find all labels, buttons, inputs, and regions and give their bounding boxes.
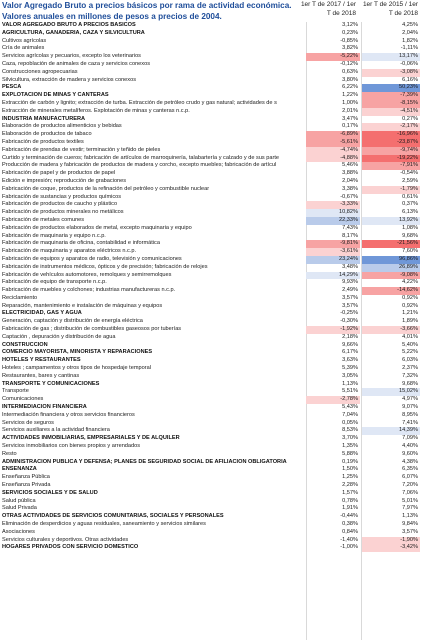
table-row — [0, 108, 422, 116]
table-row — [0, 537, 422, 545]
row-label: CONSTRUCCIÓN — [2, 341, 48, 348]
value-2017: 23,24% — [306, 256, 360, 264]
row-label: ADMINISTRACIÓN PÚBLICA Y DEFENSA; PLANES DE SEGURIDAD SOCIAL DE AFILIACIÓN OBLIGATORIA — [2, 458, 287, 465]
table-row — [0, 248, 422, 256]
value-2017: 3,80% — [342, 76, 358, 83]
table-row — [0, 69, 422, 77]
table-row — [0, 131, 422, 139]
value-2017: 1,57% — [342, 489, 358, 496]
value-2017: 22,33% — [306, 217, 360, 225]
value-2015: 5,01% — [402, 497, 418, 504]
value-2017: 3,48% — [342, 263, 358, 270]
row-label: Silvicultura, extracción de madera y servicios conexos — [2, 76, 136, 83]
value-2015: 14,39% — [362, 427, 420, 435]
table-row — [0, 92, 422, 100]
table-row — [0, 342, 422, 350]
table-row — [0, 256, 422, 264]
value-2017: -3,61% — [306, 248, 360, 256]
value-2015: -3,66% — [362, 326, 420, 334]
row-label: Fabricación de productos elaborados de metal, excepto maquinaria y equipo — [2, 224, 192, 231]
value-2015: 6,35% — [402, 466, 418, 473]
value-2015: 4,97% — [402, 396, 418, 403]
table-row — [0, 61, 422, 69]
value-2017: 0,19% — [342, 458, 358, 465]
value-2015: 2,37% — [402, 365, 418, 372]
value-2017: 2,28% — [342, 482, 358, 489]
row-label: Servicios culturales y deportivos. Otras actividades — [2, 536, 129, 543]
row-label: Eliminación de desperdicios y aguas residuales, saneamiento y servicios similares — [2, 521, 206, 527]
value-2015: 2,59% — [402, 177, 418, 184]
table-row — [0, 116, 422, 124]
value-2015: 1,21% — [402, 310, 418, 317]
row-label: Servicios agrícolas y pecuarios, excepto los veterinarios — [2, 53, 141, 60]
row-label: INTERMEDIACIÓN FINANCIERA — [2, 404, 87, 411]
row-label: VALOR AGREGADO BRUTO A PRECIOS BÁSICOS — [2, 22, 136, 28]
column-header-2015: 1er T de 2015 / 1er T de 2018 — [362, 1, 418, 17]
value-2017: -0,44% — [340, 513, 358, 520]
table-row — [0, 365, 422, 373]
value-2015: -21,56% — [362, 240, 420, 248]
value-2015: -1,79% — [362, 186, 420, 194]
value-2017: -4,74% — [306, 147, 360, 155]
value-2017: 3,57% — [342, 302, 358, 309]
row-label: AGRICULTURA, GANADERÍA, CAZA Y SILVICULTURA — [2, 29, 145, 36]
row-label: ENSEÑANZA — [2, 466, 37, 473]
value-2017: -1,92% — [306, 326, 360, 334]
value-2015: 1,82% — [402, 37, 418, 44]
table-row — [0, 404, 422, 412]
value-2015: 5,40% — [402, 341, 418, 348]
row-label: Fabricación de equipo de transporte n.c.p. — [2, 279, 107, 286]
value-2015: 7,20% — [402, 482, 418, 489]
table-row — [0, 209, 422, 217]
value-2017: 0,84% — [342, 528, 358, 535]
value-2017: -6,89% — [306, 131, 360, 139]
value-2015: 13,17% — [362, 53, 420, 61]
value-2017: 1,50% — [342, 466, 358, 473]
row-label: Hoteles ; campamentos y otros tipos de hospedaje temporal — [2, 365, 151, 372]
value-2015: 7,09% — [402, 435, 418, 442]
row-label: Cría de animales — [2, 45, 45, 52]
value-2017: 0,63% — [342, 68, 358, 75]
value-2015: -0,06% — [400, 60, 418, 67]
value-2017: 2,49% — [342, 287, 358, 294]
table-row — [0, 162, 422, 170]
value-2015: 0,92% — [402, 302, 418, 309]
table-row — [0, 396, 422, 404]
value-2017: -0,25% — [340, 310, 358, 317]
table-row — [0, 77, 422, 85]
value-2015: -23,87% — [362, 139, 420, 147]
row-label: Extracción de minerales metalíferos. Explotación de minas y canteras n.c.p. — [2, 107, 190, 114]
value-2015: 4,38% — [402, 458, 418, 465]
value-2015: 96,86% — [362, 256, 420, 264]
table-row — [0, 233, 422, 241]
value-2015: 50,23% — [362, 84, 420, 92]
value-2017: 1,00% — [342, 99, 358, 106]
row-label: Fabricación de muebles y colchones; industrias manufactureras n.c.p. — [2, 287, 176, 294]
value-2017: 2,01% — [342, 107, 358, 114]
row-label: Construcciones agropecuarias — [2, 68, 78, 75]
value-2015: -7,39% — [362, 92, 420, 100]
table-row — [0, 373, 422, 381]
table-row — [0, 318, 422, 326]
value-2017: 3,38% — [342, 185, 358, 192]
value-2015: -9,08% — [362, 272, 420, 280]
table-row — [0, 139, 422, 147]
data-table — [0, 22, 422, 552]
value-2017: -3,33% — [306, 201, 360, 209]
table-row — [0, 381, 422, 389]
table-row — [0, 123, 422, 131]
table-row — [0, 451, 422, 459]
row-label: Servicios de seguros — [2, 419, 54, 426]
value-2017: 2,18% — [342, 333, 358, 340]
value-2015: 5,22% — [402, 349, 418, 356]
value-2017: 5,43% — [342, 404, 358, 411]
value-2015: -14,62% — [362, 287, 420, 295]
value-2015: 4,22% — [402, 279, 418, 286]
table-row — [0, 443, 422, 451]
table-row — [0, 225, 422, 233]
table-row — [0, 420, 422, 428]
value-2015: 6,07% — [402, 474, 418, 481]
value-2015: 7,06% — [402, 489, 418, 496]
table-row — [0, 147, 422, 155]
row-label: Intermediación financiera y otros servicios financieros — [2, 411, 135, 418]
value-2015: 1,89% — [402, 318, 418, 325]
row-label: Resto — [2, 450, 17, 457]
table-row — [0, 272, 422, 280]
table-row — [0, 459, 422, 467]
value-2017: -9,81% — [306, 240, 360, 248]
row-label: Salud pública — [2, 497, 36, 504]
table-row — [0, 498, 422, 506]
value-2017: 5,46% — [342, 162, 358, 169]
value-2017: -0,67% — [340, 193, 358, 200]
value-2015: -7,91% — [362, 162, 420, 170]
table-row — [0, 349, 422, 357]
row-label: Captación , depuración y distribución de agua — [2, 333, 116, 340]
value-2017: 3,88% — [342, 170, 358, 177]
value-2015: 4,01% — [402, 333, 418, 340]
value-2015: 6,16% — [402, 76, 418, 83]
value-2017: 0,78% — [342, 497, 358, 504]
row-label: Transporte — [2, 388, 29, 395]
value-2015: 0,61% — [402, 193, 418, 200]
value-2015: -19,22% — [362, 155, 420, 163]
row-label: Caza, repoblación de animales de caza y servicios conexos — [2, 60, 151, 67]
value-2015: 3,57% — [402, 528, 418, 535]
table-row — [0, 435, 422, 443]
table-row — [0, 100, 422, 108]
value-2015: 9,68% — [402, 232, 418, 239]
row-label: Cultivos agrícolas — [2, 37, 47, 44]
row-label: Enseñanza Privada — [2, 482, 51, 489]
table-row — [0, 170, 422, 178]
table-row — [0, 295, 422, 303]
value-2017: 3,12% — [342, 22, 358, 28]
row-label: Salud Privada — [2, 505, 37, 512]
row-label: HOTELES Y RESTAURANTES — [2, 357, 81, 364]
value-2015: 6,03% — [402, 357, 418, 364]
table-row — [0, 264, 422, 272]
table-row — [0, 357, 422, 365]
table-row — [0, 217, 422, 225]
row-label: Edición e impresión; reproducción de grabaciones — [2, 177, 127, 184]
value-2017: 5,51% — [342, 388, 358, 395]
table-row — [0, 38, 422, 46]
value-2015: 13,92% — [362, 217, 420, 225]
value-2015: -1,11% — [400, 45, 418, 52]
row-label: TRANSPORTE Y COMUNICACIONES — [2, 380, 100, 387]
row-label: Generación, captación y distribución de energía eléctrica — [2, 318, 143, 325]
value-2015: -4,51% — [362, 108, 420, 116]
value-2015: 7,60% — [402, 248, 418, 255]
value-2017: 6,22% — [342, 84, 358, 91]
table-row — [0, 326, 422, 334]
value-2017: 3,70% — [342, 435, 358, 442]
value-2015: 9,84% — [402, 521, 418, 527]
value-2017: 1,91% — [342, 505, 358, 512]
value-2017: 8,17% — [342, 232, 358, 239]
table-row — [0, 194, 422, 202]
value-2017: 8,53% — [342, 427, 358, 434]
table-row — [0, 529, 422, 537]
value-2015: 1,08% — [402, 224, 418, 231]
table-row — [0, 482, 422, 490]
value-2015: -3,08% — [362, 69, 420, 77]
value-2017: 1,13% — [342, 380, 358, 387]
row-label: Fabricación de vehículos automotores, remolques y semirremolques — [2, 271, 172, 278]
table-row — [0, 490, 422, 498]
value-2015: 1,13% — [402, 513, 418, 520]
row-label: Comunicaciones — [2, 396, 44, 403]
row-label: ACTIVIDADES INMOBILIARIAS, EMPRESARIALES Y DE ALQUILER — [2, 435, 180, 442]
value-2015: 7,41% — [402, 419, 418, 426]
value-2015: -3,42% — [362, 544, 420, 552]
value-2015: 0,27% — [402, 115, 418, 122]
value-2017: 0,23% — [342, 29, 358, 36]
value-2017: 3,05% — [342, 372, 358, 379]
table-row — [0, 45, 422, 53]
row-label: Reciclamiento — [2, 294, 38, 301]
value-2015: 6,13% — [402, 209, 418, 216]
value-2017: -4,88% — [306, 155, 360, 163]
value-2017: 7,04% — [342, 411, 358, 418]
row-label: Fabricación de coque, productos de la refinación del petróleo y combustible nuclear — [2, 185, 210, 192]
row-label: Fabricación de productos textiles — [2, 138, 84, 145]
value-2017: 7,43% — [342, 224, 358, 231]
table-row — [0, 521, 422, 529]
row-label: Producción de madera y fabricación de productos de madera y corcho, excepto muebles; fabricación de artícul — [2, 162, 277, 169]
value-2017: -0,12% — [340, 60, 358, 67]
row-label: Elaboración de productos alimenticios y bebidas — [2, 123, 122, 130]
row-label: Servicios auxiliares a la actividad financiera — [2, 427, 110, 434]
value-2017: 9,66% — [342, 341, 358, 348]
table-row — [0, 412, 422, 420]
row-label: COMERCIO MAYORISTA, MINORISTA Y REPARACIONES — [2, 349, 153, 356]
value-2015: 7,97% — [402, 505, 418, 512]
value-2015: 15,02% — [362, 388, 420, 396]
value-2017: 6,17% — [342, 349, 358, 356]
value-2017: 10,82% — [306, 209, 360, 217]
value-2015: 0,37% — [402, 201, 418, 208]
value-2015: -0,54% — [400, 170, 418, 177]
row-label: Reparación, mantenimiento e instalación de máquinas y equipos — [2, 302, 163, 309]
row-label: Fabricación de prendas de vestir; terminación y teñido de pieles — [2, 146, 161, 153]
value-2017: 2,04% — [342, 177, 358, 184]
row-label: Fabricación de maquinaria y aparatos eléctricos n.c.p. — [2, 248, 137, 255]
table-row — [0, 513, 422, 521]
value-2017: 3,47% — [342, 115, 358, 122]
value-2017: -1,40% — [340, 536, 358, 543]
value-2015: 9,60% — [402, 450, 418, 457]
value-2017: 9,93% — [342, 279, 358, 286]
value-2017: -5,61% — [306, 139, 360, 147]
row-label: Extracción de carbón y lignito; extracción de turba. Extracción de petróleo crudo y gas natural; actividades de s — [2, 99, 277, 106]
value-2015: 9,68% — [402, 380, 418, 387]
value-2017: 1,25% — [342, 474, 358, 481]
table-row — [0, 505, 422, 513]
table-row — [0, 334, 422, 342]
table-row — [0, 201, 422, 209]
value-2017: -1,00% — [340, 544, 358, 551]
row-label: Fabricación de maquinaria y equipo n.c.p. — [2, 232, 106, 239]
row-label: Restaurantes, bares y cantinas — [2, 372, 80, 379]
value-2017: -0,30% — [340, 318, 358, 325]
table-row — [0, 287, 422, 295]
value-2015: -8,15% — [362, 100, 420, 108]
value-2015: 0,92% — [402, 294, 418, 301]
value-2015: -1,90% — [362, 537, 420, 545]
row-label: Servicios inmobiliarios con bienes propios y arrendados — [2, 443, 141, 450]
row-label: Fabricación de productos de caucho y plástico — [2, 201, 118, 208]
value-2017: 0,05% — [342, 419, 358, 426]
value-2015: 8,95% — [402, 411, 418, 418]
row-label: Fabricación de papel y de productos de papel — [2, 170, 116, 177]
value-2017: 1,35% — [342, 443, 358, 450]
row-label: HOGARES PRIVADOS CON SERVICIO DOMÉSTICO — [2, 544, 139, 551]
value-2015: -9,74% — [362, 147, 420, 155]
value-2015: -2,17% — [362, 123, 420, 131]
value-2017: -2,78% — [306, 396, 360, 404]
table-row — [0, 178, 422, 186]
row-label: Fabricación de equipos y aparatos de radio, televisión y comunicaciones — [2, 255, 182, 262]
column-header-2017: 1er T de 2017 / 1er T de 2018 — [300, 1, 356, 17]
table-row — [0, 279, 422, 287]
row-label: Curtido y terminación de cueros; fabricación de artículos de marroquinería, talabartería y calzado y de sus parte — [2, 154, 280, 161]
table-row — [0, 303, 422, 311]
value-2017: 0,17% — [342, 123, 358, 130]
value-2015: 2,04% — [402, 29, 418, 36]
row-label: ELECTRICIDAD, GAS Y AGUA — [2, 310, 82, 317]
table-row — [0, 310, 422, 318]
value-2017: 14,29% — [306, 272, 360, 280]
table-row — [0, 155, 422, 163]
table-row — [0, 186, 422, 194]
value-2017: 3,63% — [342, 357, 358, 364]
row-label: SERVICIOS SOCIALES Y DE SALUD — [2, 489, 98, 496]
value-2015: 26,89% — [362, 264, 420, 272]
value-2015: -16,96% — [362, 131, 420, 139]
table-row — [0, 544, 422, 552]
row-label: OTRAS ACTIVIDADES DE SERVICIOS COMUNITARIAS, SOCIALES Y PERSONALES — [2, 513, 224, 520]
row-label: Fabricación de productos minerales no metálicos — [2, 209, 124, 216]
row-label: Asociaciones — [2, 528, 35, 535]
value-2017: 3,82% — [342, 45, 358, 52]
table-row — [0, 474, 422, 482]
table-row — [0, 427, 422, 435]
row-label: INDUSTRIA MANUFACTURERA — [2, 115, 86, 122]
value-2017: 3,57% — [342, 294, 358, 301]
page-title: Valor Agregado Bruto a precios básicos por rama de actividad económica. Valores anuales en millones de pesos a precios de 2004. — [2, 1, 292, 21]
row-label: Elaboración de productos de tabaco — [2, 131, 92, 138]
value-2017: 5,39% — [342, 365, 358, 372]
row-label: Fabricación de gas ; distribución de combustibles gaseosos por tuberías — [2, 326, 182, 333]
table-row — [0, 84, 422, 92]
value-2015: 4,40% — [402, 443, 418, 450]
row-label: EXPLOTACIÓN DE MINAS Y CANTERAS — [2, 92, 109, 99]
row-label: Fabricación de metales comunes — [2, 216, 85, 223]
table-row — [0, 240, 422, 248]
value-2015: 7,32% — [402, 372, 418, 379]
table-row — [0, 22, 422, 30]
value-2015: 4,25% — [402, 22, 418, 28]
table-row — [0, 53, 422, 61]
row-label: Fabricación de sustancias y productos químicos — [2, 193, 122, 200]
row-label: Fabricación de instrumentos médicos, ópticos y de precisión; fabricación de relojes — [2, 263, 208, 270]
row-label: Enseñanza Pública — [2, 474, 50, 481]
table-row — [0, 388, 422, 396]
value-2017: -5,22% — [306, 53, 360, 61]
table-row — [0, 466, 422, 474]
table-row — [0, 30, 422, 38]
value-2015: 9,07% — [402, 404, 418, 411]
row-label: Fabricación de maquinaria de oficina, contabilidad e informática — [2, 240, 160, 247]
value-2017: -0,85% — [340, 37, 358, 44]
value-2017: 1,22% — [342, 92, 358, 99]
value-2017: 5,88% — [342, 450, 358, 457]
value-2017: 0,38% — [342, 521, 358, 527]
row-label: PESCA — [2, 84, 22, 91]
